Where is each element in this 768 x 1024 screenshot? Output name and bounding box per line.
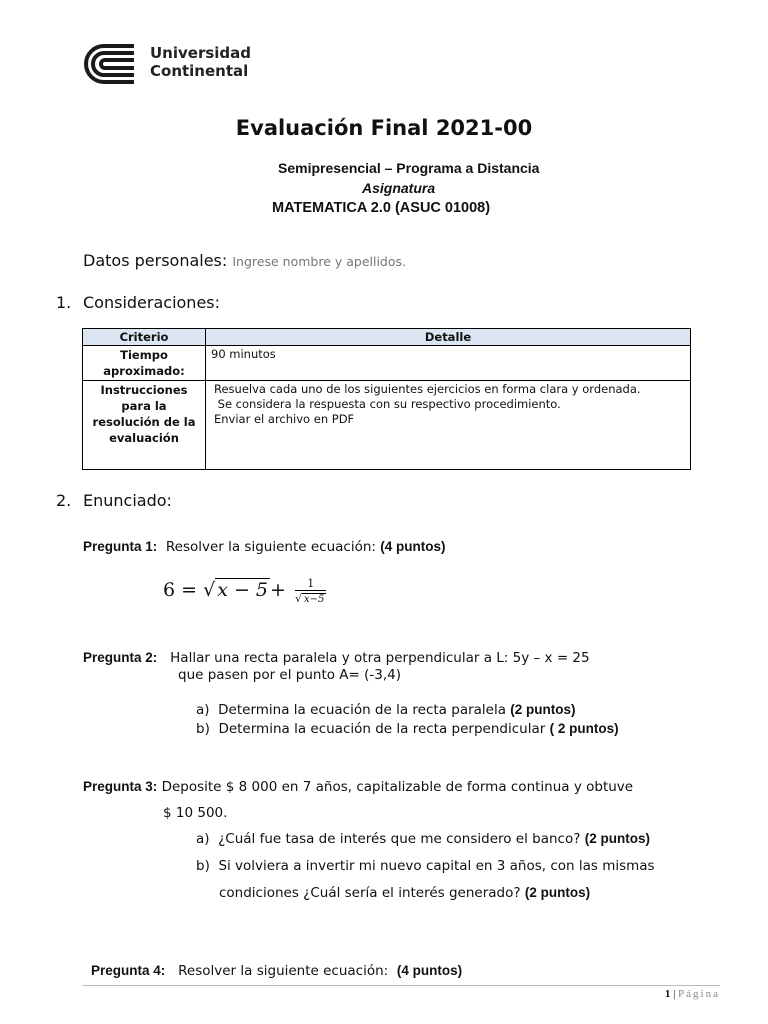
personal-data-label: Datos personales (83, 251, 222, 270)
detalle-cell: 90 minutos (206, 346, 691, 381)
question-3: Pregunta 3: Deposite $ 8 000 en 7 años, capitalizable de forma continua y obtuve (83, 779, 634, 795)
question-2: Pregunta 2: Hallar una recta paralela y otra perpendicular a L: 5y – x = 25 (83, 650, 590, 666)
page-title: Evaluación Final 2021-00 (235, 116, 533, 140)
table-row (83, 346, 691, 381)
question-3-item-a: a) ¿Cuál fue tasa de interés que me considero el banco? (2 puntos) (196, 831, 650, 847)
page-number: 1 | Página (664, 988, 720, 1000)
question-2-line2: que pasen por el punto A= (-3,4) (178, 667, 402, 683)
table-header-detalle: Detalle (206, 329, 691, 346)
sqrt-symbol: √ x − 5 (203, 579, 269, 601)
table-header-criterio: Criterio (83, 329, 206, 346)
criteria-table (82, 328, 691, 470)
section-2-number: 2. (56, 491, 72, 510)
question-3-item-b: b) Si volviera a invertir mi nuevo capital en 3 años, con las mismas (196, 858, 655, 874)
personal-data-line: Datos personales: Ingrese nombre y apellidos. (83, 251, 407, 270)
fraction: $\frac{1}{√ x-5}$ (295, 577, 325, 605)
table-row (83, 381, 691, 470)
question-1: Pregunta 1: Resolver la siguiente ecuación: (4 puntos) (83, 539, 446, 555)
question-2-item-a: a) Determina la ecuación de la recta paralela (2 puntos) (196, 702, 576, 718)
course-name: MATEMATICA 2.0 (ASUC 01008) (272, 200, 491, 216)
modality-text: Semipresencial – Programa a Distancia (278, 160, 540, 176)
detalle-cell: Resuelva cada uno de los siguientes ejercicios en forma clara y ordenada. Se considera la respuesta con su respectivo procedimiento. Enviar el archivo en PDF (206, 381, 691, 470)
footer-divider (82, 985, 720, 986)
subject-label: Asignatura (362, 180, 436, 196)
university-name: Universidad Continental (150, 44, 252, 80)
question-4: Pregunta 4: Resolver la siguiente ecuación: (4 puntos) (91, 963, 463, 979)
criterio-cell: Tiempo aproximado: (83, 346, 206, 381)
question-3-item-b-line2: condiciones ¿Cuál sería el interés generado? (2 puntos) (219, 885, 591, 901)
section-1-heading: Consideraciones: (83, 293, 221, 312)
question-2-item-b: b) Determina la ecuación de la recta perpendicular ( 2 puntos) (196, 721, 619, 737)
section-2-heading: Enunciado: (83, 491, 172, 510)
university-logo-icon (82, 42, 142, 86)
equation-1: 6 = √ x − 5 + $\frac{1}{√ x-5}$ (163, 577, 325, 605)
criterio-cell: Instrucciones para la resolución de la evaluación (83, 381, 206, 470)
name-input-placeholder[interactable]: Ingrese nombre y apellidos. (232, 254, 407, 269)
question-3-line2: $ 10 500. (163, 805, 228, 821)
section-1-number: 1. (56, 293, 72, 312)
